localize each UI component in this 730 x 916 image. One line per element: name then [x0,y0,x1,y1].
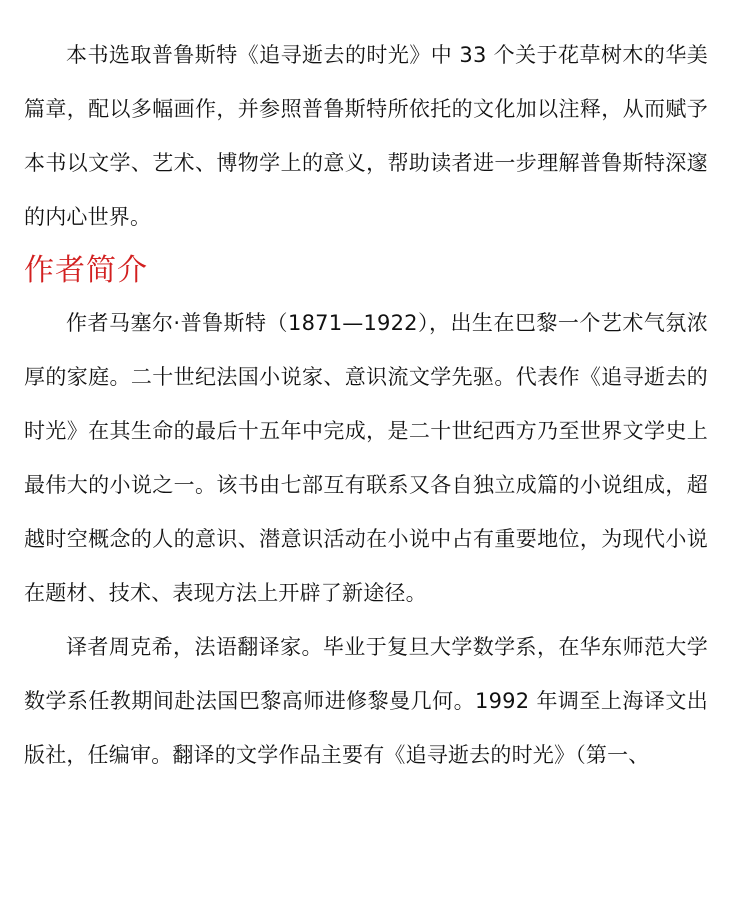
author-section-heading: 作者简介 [24,253,148,288]
translator-paragraph: 译者周克希，法语翻译家。毕业于复旦大学数学系，在华东师范大学数学系任教期间赴法国巴黎高师进修黎曼几何。1992 年调至上海译文出版社，任编审。翻译的文学作品主要有《追寻逝去的时光》（第一、 [24,635,708,767]
intro-paragraph: 本书选取普鲁斯特《追寻逝去的时光》中 33 个关于花草树木的华美篇章，配以多幅画作，并参照普鲁斯特所依托的文化加以注释，从而赋予本书以文学、艺术、博物学上的意义，帮助读者进一步理解普鲁斯特深邃的内心世界。 [24,43,708,229]
author-paragraph: 作者马塞尔·普鲁斯特（1871—1922），出生在巴黎一个艺术气氛浓厚的家庭。二十世纪法国小说家、意识流文学先驱。代表作《追寻逝去的时光》在其生命的最后十五年中完成，是二十世纪西方乃至世界文学史上最伟大的小说之一。该书由七部互有联系又各自独立成篇的小说组成，超越时空概念的人的意识、潜意识活动在小说中占有重要地位，为现代小说在题材、技术、表现方法上开辟了新途径。 [24,311,708,605]
